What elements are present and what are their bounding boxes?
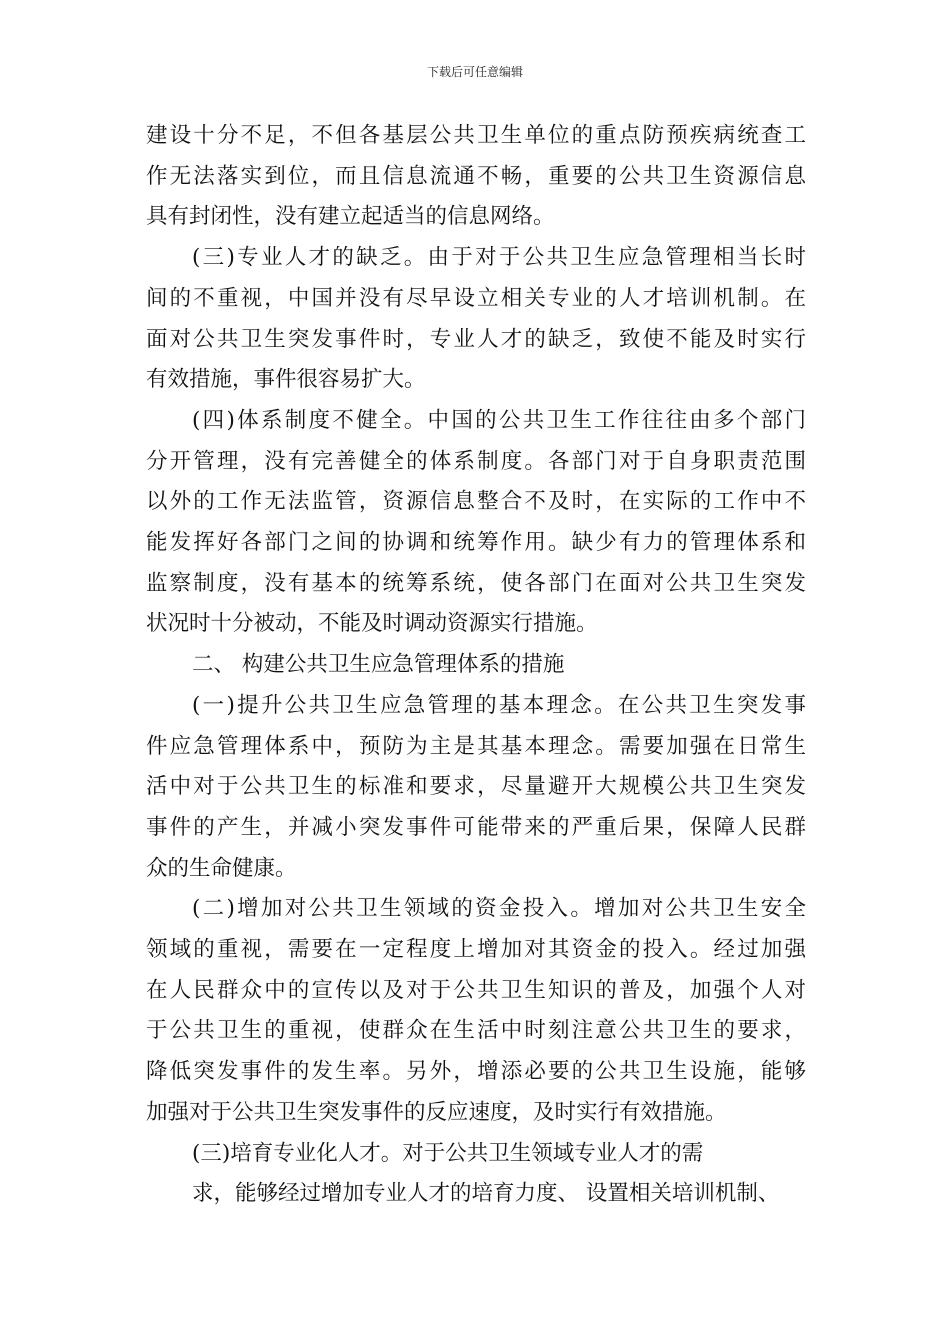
paragraph-line: 能发挥好各部门之间的协调和统筹作用。缺少有力的管理体系和 — [146, 530, 806, 556]
page-header: 下载后可任意编辑 — [426, 65, 523, 79]
paragraph-line: 状况时十分被动，不能及时调动资源实行措施。 — [146, 611, 598, 637]
section-heading-line: (二)增加对公共卫生领域的资金投入。增加对公共卫生安全 — [192, 896, 806, 922]
paragraph-line: 加强对于公共卫生突发事件的反应速度，及时实行有效措施。 — [146, 1099, 727, 1125]
paragraph-line: 领域的重视，需要在一定程度上增加对其资金的投入。经过加强 — [146, 937, 806, 963]
paragraph-line: 于公共卫生的重视，使群众在生活中时刻注意公共卫生的要求， — [146, 1018, 806, 1044]
paragraph-line: 具有封闭性，没有建立起适当的信息网络。 — [146, 204, 555, 230]
section-heading-line: (三)专业人才的缺乏。由于对于公共卫生应急管理相当长时 — [192, 245, 806, 271]
paragraph-line: 监察制度，没有基本的统筹系统，使各部门在面对公共卫生突发 — [146, 570, 806, 596]
paragraph-line: 降低突发事件的发生率。另外，增添必要的公共卫生设施，能够 — [146, 1059, 806, 1085]
paragraph-line: 活中对于公共卫生的标准和要求，尽量避开大规模公共卫生突发 — [146, 774, 806, 800]
section-heading-line: (三)培育专业化人才。对于公共卫生领域专业人才的需 — [192, 1140, 704, 1166]
paragraph-line: 间的不重视，中国并没有尽早设立相关专业的人才培训机制。在 — [146, 285, 806, 311]
paragraph-line: 有效措施，事件很容易扩大。 — [146, 367, 426, 393]
section-heading-line: (四)体系制度不健全。中国的公共卫生工作往往由多个部门 — [192, 407, 806, 433]
paragraph-line: 事件的产生，并减小突发事件可能带来的严重后果，保障人民群 — [146, 814, 806, 840]
paragraph-line: 以外的工作无法监管，资源信息整合不及时，在实际的工作中不 — [146, 489, 806, 515]
chapter-heading: 二、 构建公共卫生应急管理体系的措施 — [192, 652, 565, 678]
paragraph-line: 件应急管理体系中，预防为主是其基本理念。需要加强在日常生 — [146, 733, 806, 759]
paragraph-line: 作无法落实到位，而且信息流通不畅，重要的公共卫生资源信息 — [146, 163, 806, 189]
section-heading-line: (一)提升公共卫生应急管理的基本理念。在公共卫生突发事 — [192, 692, 806, 718]
document-body — [146, 116, 806, 1215]
paragraph-line: 建设十分不足，不但各基层公共卫生单位的重点防预疾病统查工 — [146, 123, 806, 148]
paragraph-line: 在人民群众中的宣传以及对于公共卫生知识的普及，加强个人对 — [146, 977, 806, 1003]
paragraph-line: 面对公共卫生突发事件时，专业人才的缺乏，致使不能及时实行 — [146, 326, 806, 352]
paragraph-line: 分开管理，没有完善健全的体系制度。各部门对于自身职责范围 — [146, 448, 806, 474]
paragraph-line: 求，能够经过增加专业人才的培育力度、 设置相关培训机制、 — [192, 1181, 780, 1207]
paragraph-line: 众的生命健康。 — [146, 855, 297, 881]
